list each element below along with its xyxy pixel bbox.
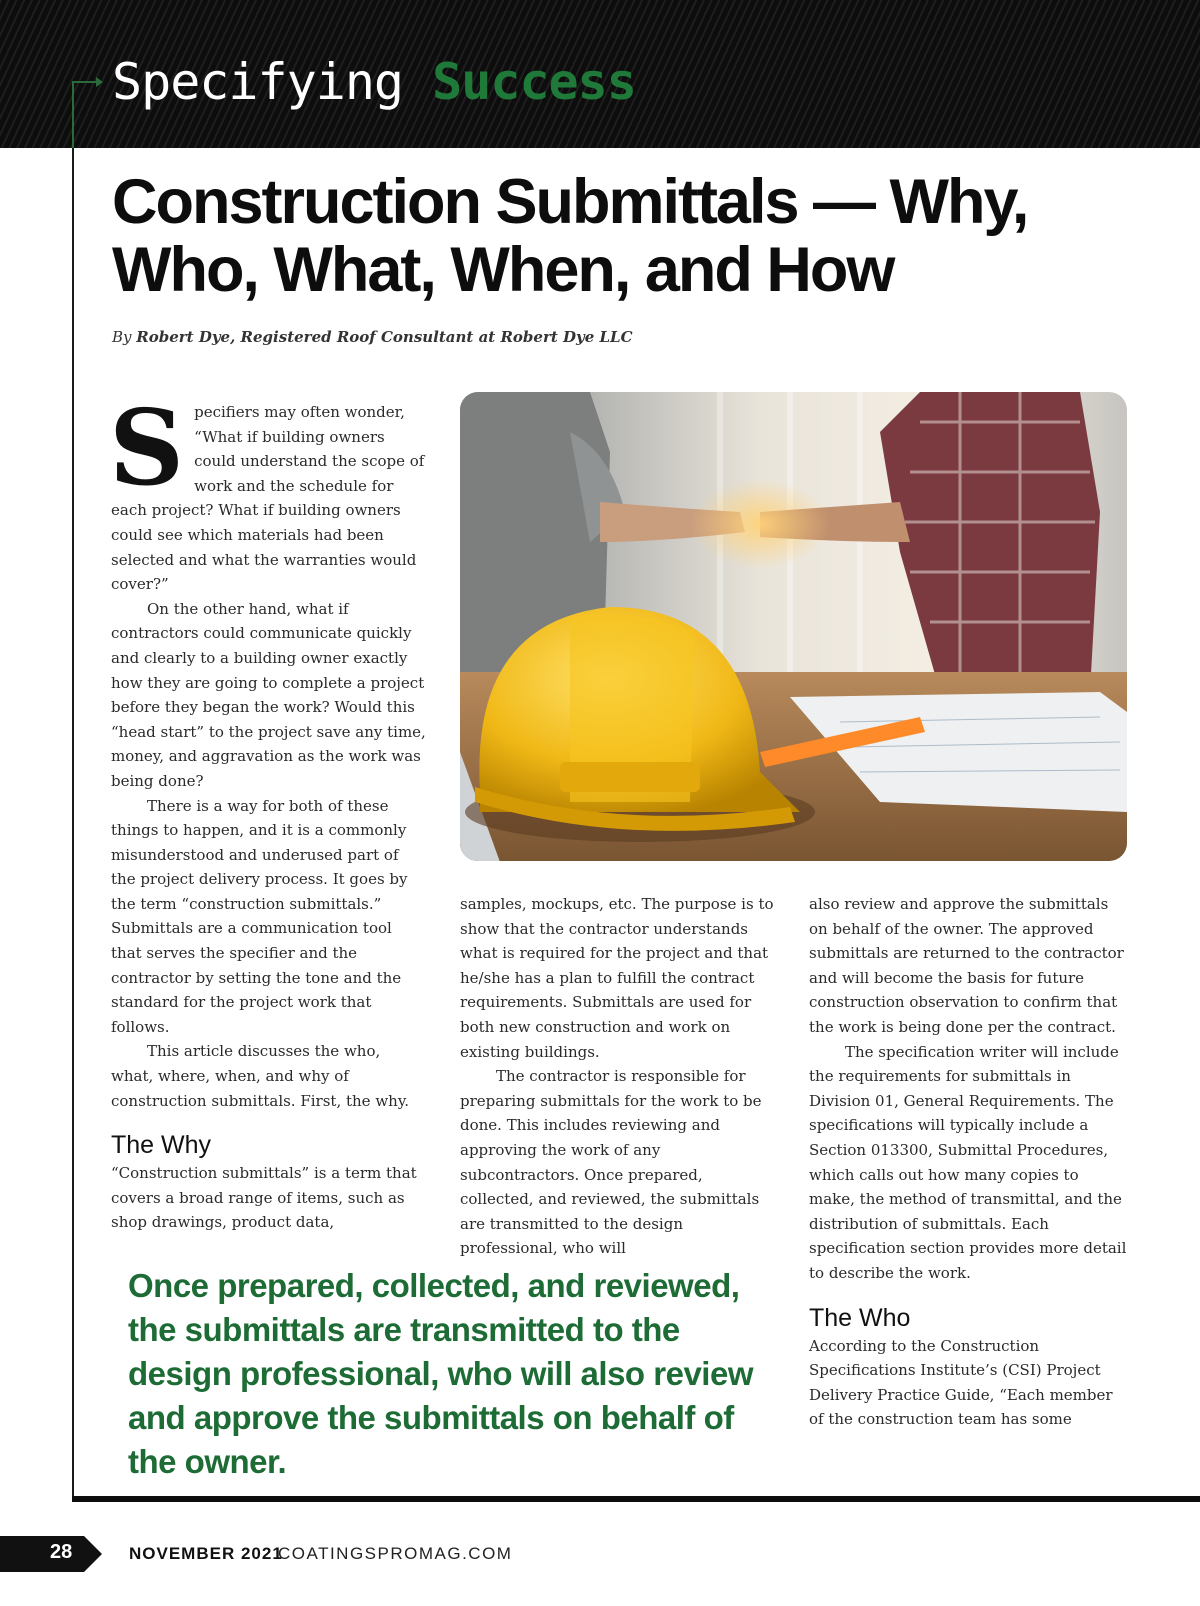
section-title <box>112 52 636 112</box>
byline-prefix: By <box>112 328 132 346</box>
paragraph: samples, mockups, etc. The purpose is to show that the contractor understands what is required for the project and that he/she has a plan to fulfill the contract requirements. Submittals are used for both new construction and work on existing buildings. <box>460 895 774 1061</box>
page-number: 28 <box>50 1541 73 1563</box>
article-column-2 <box>460 892 780 1261</box>
article-column-3 <box>809 892 1129 1432</box>
article-photo-hard-hat-handshake <box>460 392 1127 861</box>
issue-date: NOVEMBER 2021 <box>129 1544 283 1563</box>
byline <box>112 328 633 346</box>
headline-line-2: Who, What, When, and How <box>112 235 894 305</box>
paragraph: “Construction submittals” is a term that covers a broad range of items, such as shop drawings, product data, <box>111 1164 417 1232</box>
paragraph: The contractor is responsible for preparing submittals for the work to be done. This includes reviewing and approving the work of any subcontractors. Once prepared, collected, and reviewed, the submittals are transmitted to the design professional, who will <box>460 1067 762 1258</box>
section-title-accent: Success <box>432 53 636 111</box>
bottom-rule <box>72 1496 1200 1502</box>
paragraph-text: pecifiers may often wonder, “What if building owners could understand the scope of work and the schedule for each project? What if building owners could see which materials had been selected and what the warranties would cover?” <box>111 403 425 594</box>
paragraph: On the other hand, what if contractors could communicate quickly and clearly to a building owner exactly how they are going to complete a project before they began the work? Would this “head start” to the project save any time, money, and aggravation as the work was being done? <box>111 599 426 790</box>
decorative-guide-tick <box>72 81 98 83</box>
page-number-tab-arrow <box>84 1536 102 1572</box>
arrow-right-icon <box>96 77 103 87</box>
paragraph: This article discusses the who, what, where, when, and why of construction submittals. First, the why. <box>111 1042 410 1110</box>
drop-cap: S <box>109 386 185 509</box>
subhead-the-who: The Who <box>809 1303 911 1332</box>
paragraph: According to the Construction Specifications Institute’s (CSI) Project Delivery Practice Guide, “Each member of the construction team has some <box>809 1336 1113 1429</box>
byline-author: Robert Dye, Registered Roof Consultant at Robert Dye LLC <box>136 328 633 346</box>
article-column-1 <box>109 386 426 1235</box>
section-title-plain: Specifying <box>112 53 404 111</box>
page-margin-rule <box>72 148 74 1502</box>
article-headline <box>112 168 1112 304</box>
paragraph: also review and approve the submittals on behalf of the owner. The approved submittals are returned to the contractor and will become the basis for future construction observation to confirm that the work is being done per the contract. <box>809 895 1124 1036</box>
subhead-the-why: The Why <box>111 1131 212 1160</box>
pull-quote: Once prepared, collected, and reviewed, the submittals are transmitted to the design professional, who will also review and approve the submittals on behalf of the owner. <box>128 1267 753 1480</box>
paragraph <box>109 386 426 597</box>
headline-line-1: Construction Submittals — Why, <box>112 167 1028 237</box>
paragraph: The specification writer will include the requirements for submittals in Division 01, General Requirements. The specifications will typically include a Section 013300, Submittal Procedures, which calls out how many copies to make, the method of transmittal, and the distribution of submittals. Each specification section provides more detail to describe the work. <box>809 1042 1127 1282</box>
publication-site: COATINGSPROMAG.COM <box>278 1544 513 1563</box>
paragraph: There is a way for both of these things to happen, and it is a commonly misunderstood and underused part of the project delivery process. It goes by the term “construction submittals.” Submittals are a communication tool that serves the specifier and the contractor by setting the tone and the standard for the project work that follows. <box>111 796 408 1036</box>
